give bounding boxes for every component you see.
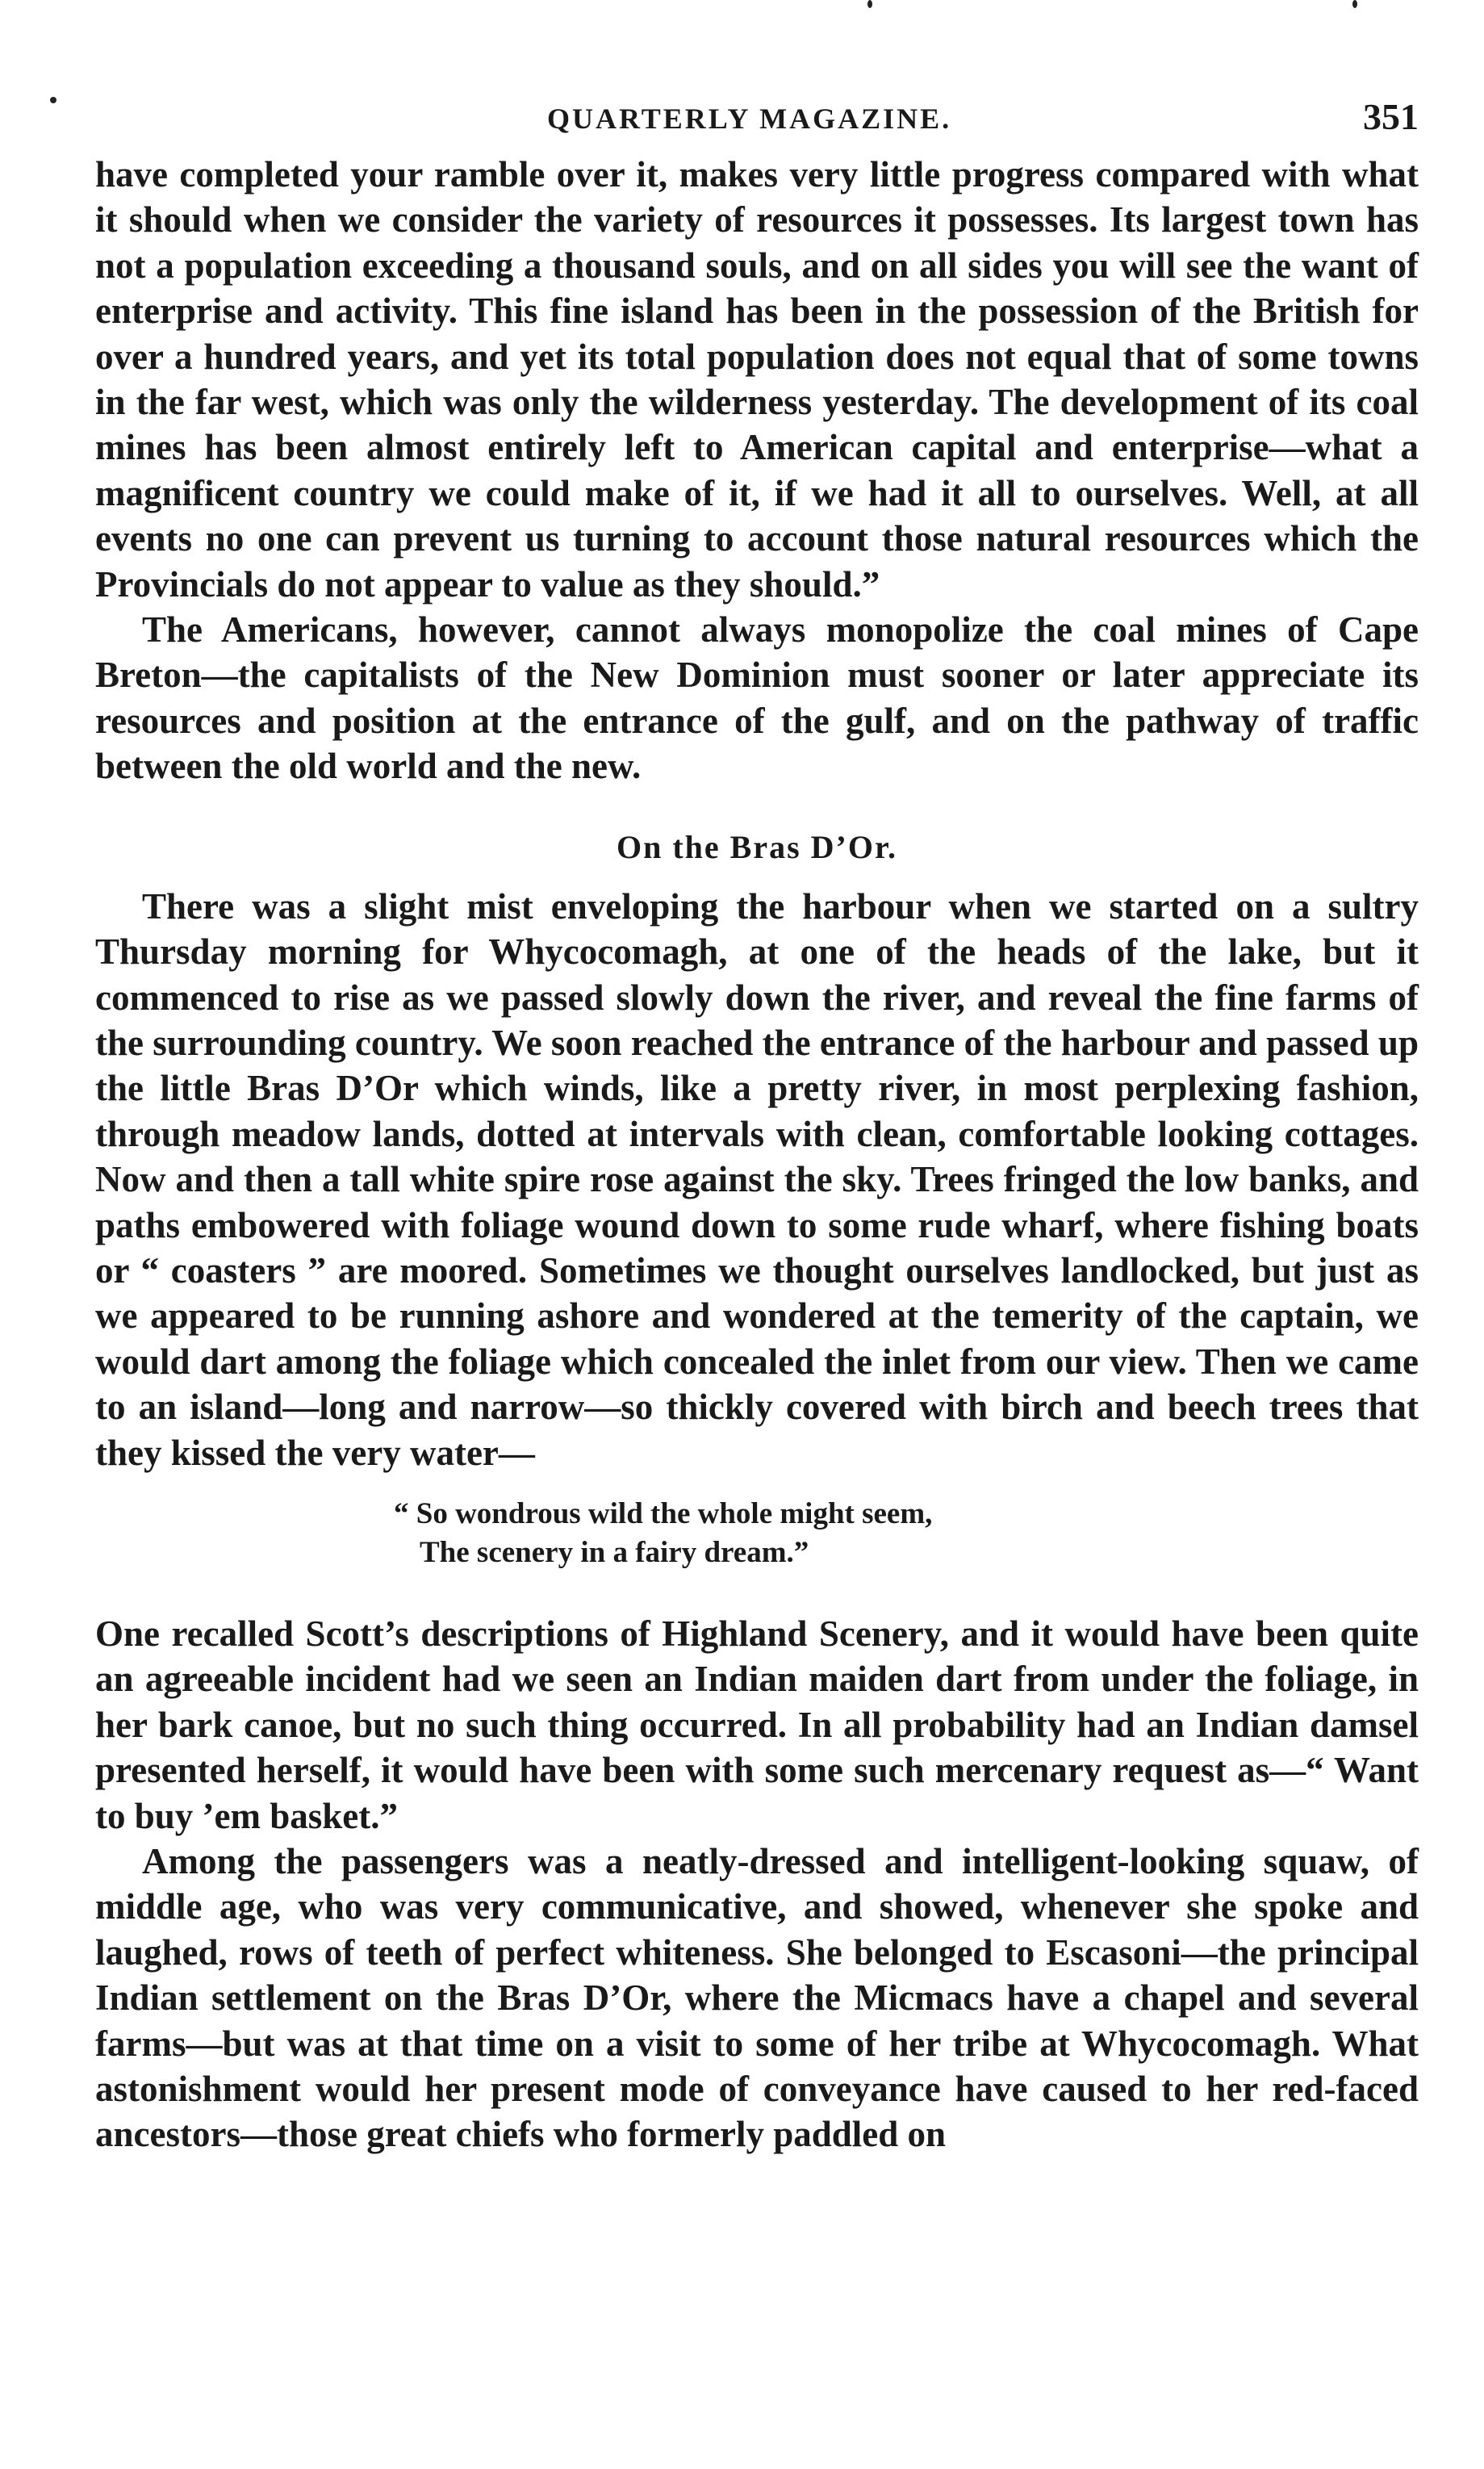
page-header — [95, 95, 1419, 152]
print-speck — [50, 97, 56, 103]
section-heading: On the Bras D’Or. — [616, 828, 898, 865]
print-speck — [1352, 0, 1357, 8]
verse-quotation — [95, 1495, 1419, 1572]
paragraph: The Americans, however, cannot always monopolize the coal mines of Cape Breton—the capitalists of the New Dominion must sooner or later appreciate its resources and position at the entrance of the gulf, and on the pathway of traffic between the old world and the new. — [95, 609, 1419, 787]
print-speck — [867, 0, 872, 8]
paragraph: There was a slight mist enveloping the harbour when we started on a sultry Thursday morning for Whycocomagh, at one of the heads of the lake, but it commenced to rise as we passed slowly down the river, and reveal the fine farms of the surrounding country. We soon reached the entrance of the harbour and passed up the little Bras D’Or which winds, like a pretty river, in most perplexing fashion, through meadow lands, dotted at intervals with clean, comfortable looking cottages. Now and then a tall white spire rose against the sky. Trees fringed the low banks, and paths embowered with foliage wound down to some rude wharf, where fishing boats or “ coasters ” are moored. Sometimes we thought ourselves landlocked, but just as we appeared to be running ashore and wondered at the temerity of the captain, we would dart among the foliage which concealed the inlet from our view. Then we came to an island—long and narrow—so thickly covered with birch and beech trees that they kissed the very water— — [95, 885, 1419, 1473]
paragraph: Among the passengers was a neatly-dressed and intelligent-looking squaw, of middle age, who was very communicative, and showed, whenever she spoke and laughed, rows of teeth of perfect whiteness. She belonged to Escasoni—the principal Indian settlement on the Bras D’Or, where the Micmacs have a chapel and several farms—but was at that time on a visit to some of her tribe at Whycocomagh. What astonishment would her present mode of conveyance have caused to her red-faced ancestors—those great chiefs who formerly paddled on — [95, 1841, 1419, 2155]
page-number: 351 — [1363, 96, 1419, 137]
running-title: QUARTERLY MAGAZINE. — [547, 103, 952, 135]
paragraph-continued: have completed your ramble over it, makes very little progress compared with what it should when we consider the variety of resources it possesses. Its largest town has not a population exceeding a thousand souls, and on all sides you will see the want of enterprise and activity. This fine island has been in the possession of the British for over a hundred years, and yet its total population does not equal that of some towns in the far west, which was only the wilderness yesterday. The development of its coal mines has been almost entirely left to American capital and enterprise—what a magnificent country we could make of it, if we had it all to ourselves. Well, at all events no one can prevent us turning to account those natural resources which the Provincials do not appear to value as they should.” — [95, 154, 1419, 605]
page — [95, 95, 1419, 2157]
paragraph: One recalled Scott’s descriptions of Highland Scenery, and it would have been quite an agreeable incident had we seen an Indian maiden dart from under the foliage, in her bark canoe, but no such thing occurred. In all probability had an Indian damsel presented herself, it would have been with some such mercenary request as—“ Want to buy ’em basket.” — [95, 1613, 1419, 1836]
verse-line: The scenery in a fairy dream.” — [420, 1535, 809, 1569]
verse-line: “ So wondrous wild the whole might seem, — [394, 1496, 933, 1530]
